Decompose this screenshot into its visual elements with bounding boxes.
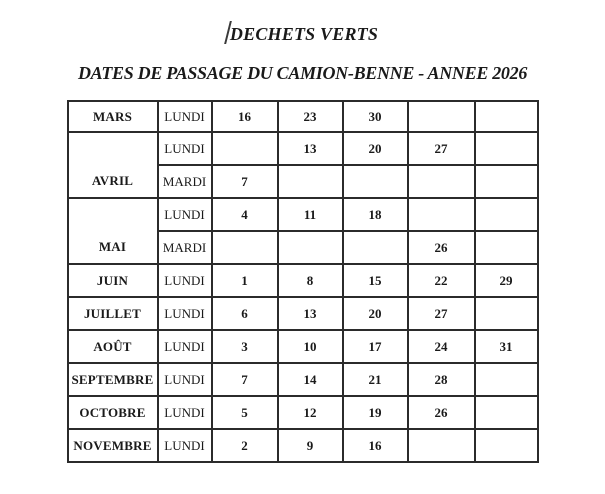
document-subtitle: DATES DE PASSAGE DU CAMION-BENNE - ANNEE 2026 <box>77 63 528 83</box>
date-cell: 29 <box>475 264 538 297</box>
date-cell <box>475 297 538 330</box>
date-cell: 24 <box>408 330 475 363</box>
day-cell: LUNDI <box>158 330 212 363</box>
date-cell <box>408 198 475 231</box>
date-cell <box>475 429 538 462</box>
month-cell: MAI <box>68 198 158 264</box>
date-cell <box>475 101 538 132</box>
date-cell <box>408 101 475 132</box>
date-cell: 12 <box>278 396 343 429</box>
date-cell <box>475 363 538 396</box>
date-cell: 2 <box>212 429 278 462</box>
date-cell: 1 <box>212 264 278 297</box>
month-cell: SEPTEMBRE <box>68 363 158 396</box>
date-cell: 13 <box>278 297 343 330</box>
date-cell: 6 <box>212 297 278 330</box>
date-cell: 20 <box>343 132 408 165</box>
table-row <box>68 429 538 462</box>
table-row <box>68 198 538 231</box>
date-cell: 28 <box>408 363 475 396</box>
month-cell: OCTOBRE <box>68 396 158 429</box>
date-cell: 7 <box>212 165 278 198</box>
date-cell: 27 <box>408 297 475 330</box>
document-title <box>0 0 605 45</box>
day-cell: LUNDI <box>158 396 212 429</box>
date-cell: 20 <box>343 297 408 330</box>
document-title-text: DECHETS VERTS <box>229 24 379 44</box>
date-cell: 9 <box>278 429 343 462</box>
date-cell: 22 <box>408 264 475 297</box>
passage-dates-table <box>67 100 539 463</box>
date-cell <box>212 231 278 264</box>
day-cell: LUNDI <box>158 264 212 297</box>
table-row <box>68 363 538 396</box>
table-row <box>68 264 538 297</box>
date-cell <box>343 165 408 198</box>
day-cell: MARDI <box>158 231 212 264</box>
date-cell <box>212 132 278 165</box>
date-cell <box>475 396 538 429</box>
date-cell <box>343 231 408 264</box>
date-cell: 11 <box>278 198 343 231</box>
date-cell <box>408 165 475 198</box>
date-cell: 31 <box>475 330 538 363</box>
month-cell: AVRIL <box>68 132 158 198</box>
date-cell: 8 <box>278 264 343 297</box>
date-cell: 5 <box>212 396 278 429</box>
day-cell: LUNDI <box>158 297 212 330</box>
date-cell: 19 <box>343 396 408 429</box>
date-cell: 17 <box>343 330 408 363</box>
date-cell: 30 <box>343 101 408 132</box>
date-cell <box>475 198 538 231</box>
table-row <box>68 132 538 165</box>
date-cell: 27 <box>408 132 475 165</box>
date-cell <box>475 165 538 198</box>
date-cell: 23 <box>278 101 343 132</box>
day-cell: LUNDI <box>158 198 212 231</box>
day-cell: LUNDI <box>158 363 212 396</box>
date-cell: 13 <box>278 132 343 165</box>
date-cell: 3 <box>212 330 278 363</box>
month-cell: AOÛT <box>68 330 158 363</box>
month-cell: JUIN <box>68 264 158 297</box>
day-cell: LUNDI <box>158 101 212 132</box>
date-cell: 4 <box>212 198 278 231</box>
date-cell: 16 <box>212 101 278 132</box>
day-cell: LUNDI <box>158 429 212 462</box>
date-cell <box>408 429 475 462</box>
passage-table-body <box>68 101 538 462</box>
table-row <box>68 396 538 429</box>
date-cell: 7 <box>212 363 278 396</box>
table-row <box>68 330 538 363</box>
date-cell <box>278 231 343 264</box>
month-cell: NOVEMBRE <box>68 429 158 462</box>
month-cell: JUILLET <box>68 297 158 330</box>
date-cell <box>278 165 343 198</box>
date-cell: 26 <box>408 396 475 429</box>
table-row <box>68 101 538 132</box>
day-cell: MARDI <box>158 165 212 198</box>
day-cell: LUNDI <box>158 132 212 165</box>
date-cell: 26 <box>408 231 475 264</box>
date-cell: 21 <box>343 363 408 396</box>
date-cell <box>475 132 538 165</box>
date-cell <box>475 231 538 264</box>
date-cell: 16 <box>343 429 408 462</box>
month-cell: MARS <box>68 101 158 132</box>
date-cell: 15 <box>343 264 408 297</box>
date-cell: 10 <box>278 330 343 363</box>
table-row <box>68 297 538 330</box>
date-cell: 14 <box>278 363 343 396</box>
date-cell: 18 <box>343 198 408 231</box>
